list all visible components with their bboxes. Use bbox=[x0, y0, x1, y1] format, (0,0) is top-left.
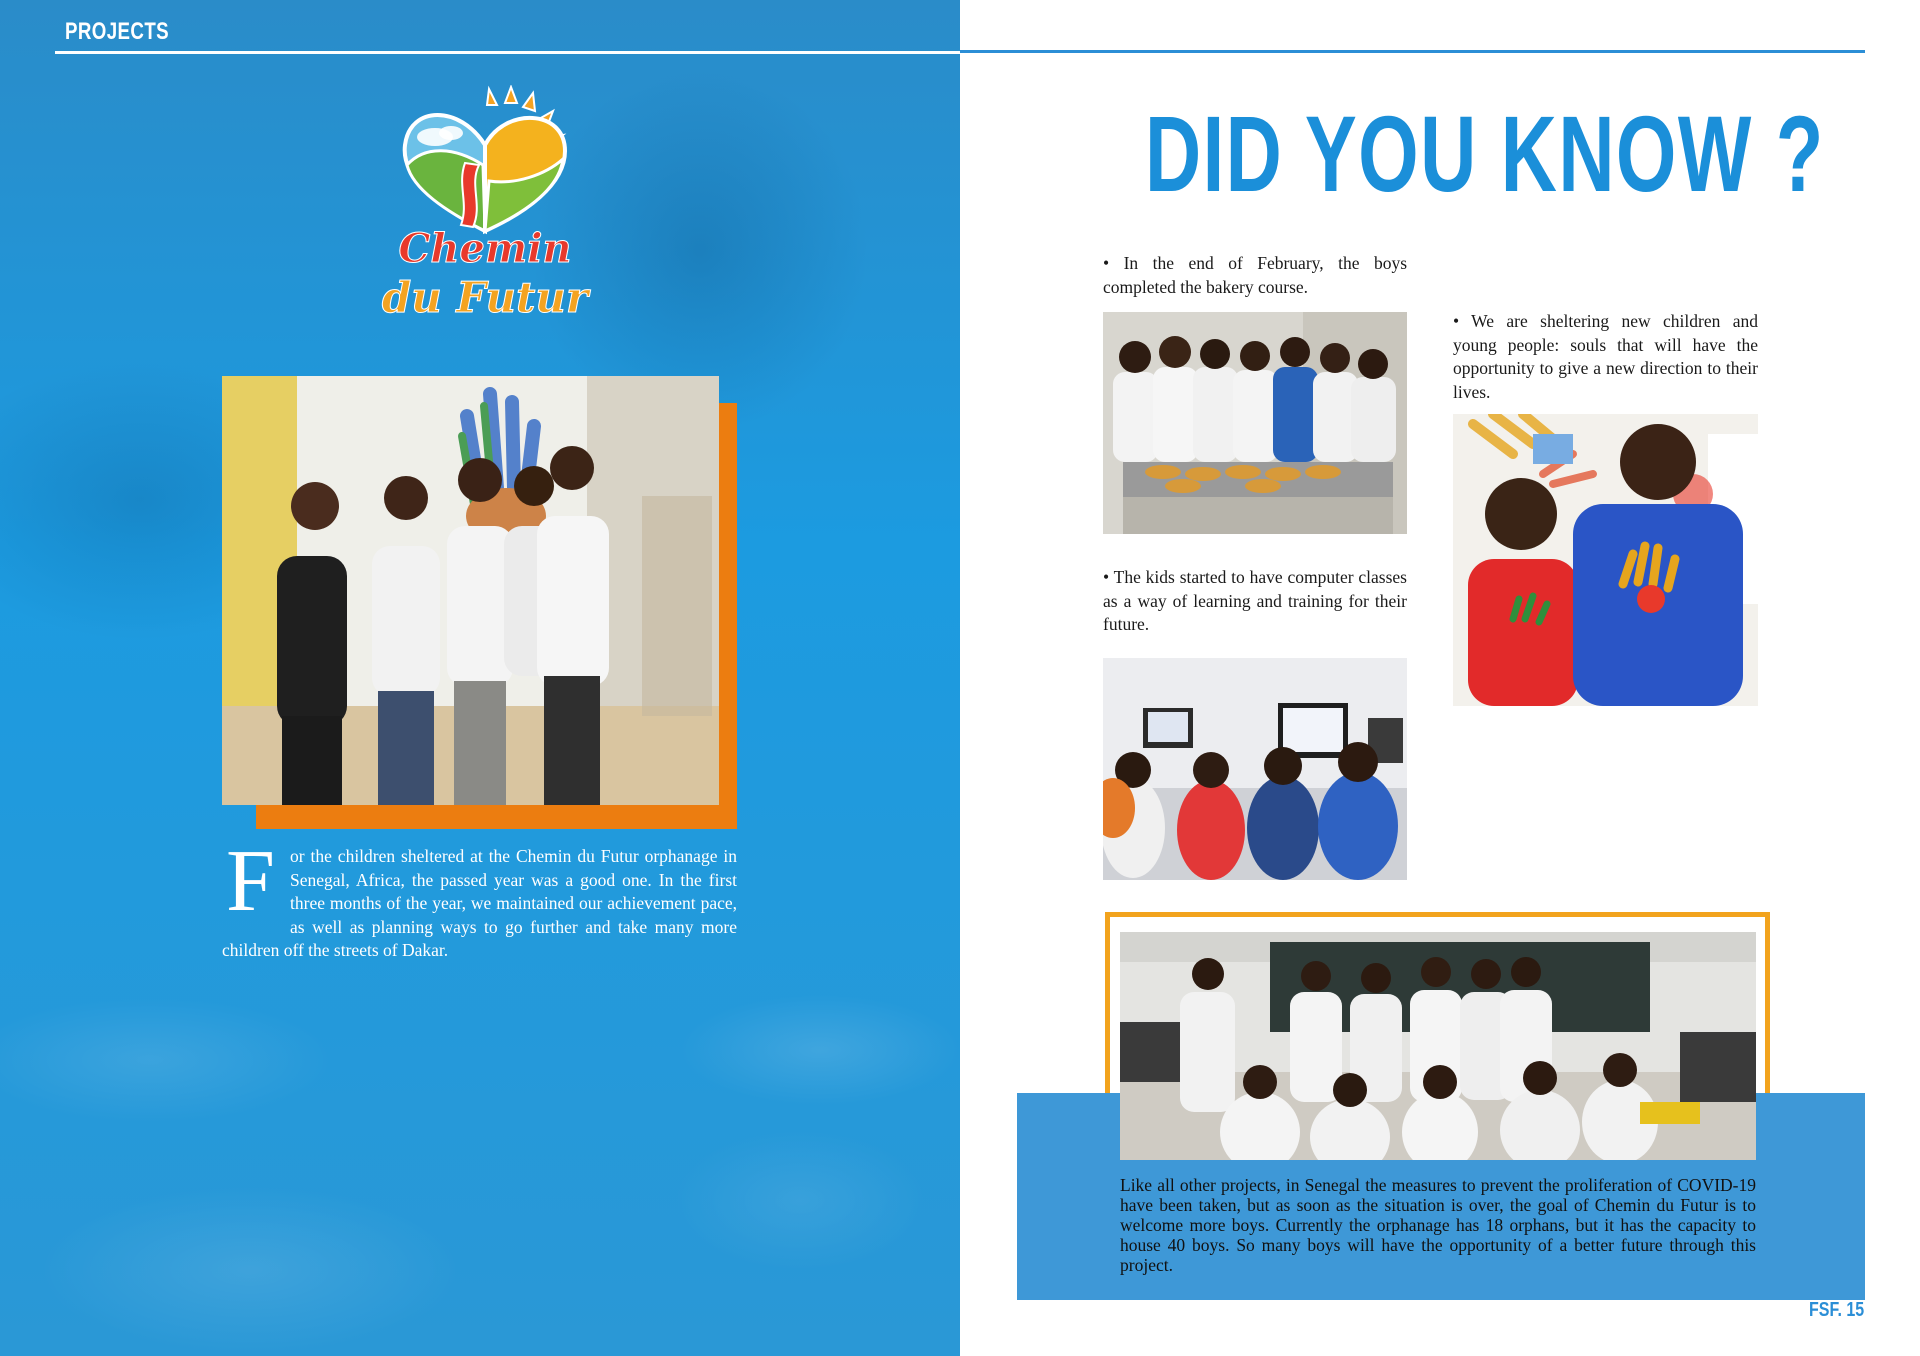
photo-new-children bbox=[1453, 414, 1758, 706]
photo-computer-class bbox=[1103, 658, 1407, 880]
covid-paragraph: Like all other projects, in Senegal the measures to prevent the proliferation of COVID-19 have been taken, but as soon as the situation is over, the goal of Chemin du Futur is to welcome more boys. Currently the orphanage has 18 orphans, but it has the capacity to house 40 boys. So many boys will have the opportunity of a better future through this project. bbox=[1120, 1175, 1756, 1275]
header-rule bbox=[960, 50, 1865, 53]
photo-reading-group bbox=[1120, 932, 1756, 1160]
intro-paragraph bbox=[222, 845, 737, 963]
page-title: DID YOU KNOW ? bbox=[1145, 93, 1825, 214]
drop-cap: F bbox=[226, 833, 275, 930]
logo-text-du-futur: du Futur bbox=[381, 273, 589, 322]
photo-boys-waving bbox=[222, 376, 719, 805]
right-page bbox=[960, 0, 1920, 1356]
bullet-computer: • The kids started to have computer classes as a way of learning and training for their future. bbox=[1103, 567, 1407, 634]
section-label: PROJECTS bbox=[65, 18, 170, 45]
photo-bakery-course bbox=[1103, 312, 1407, 534]
section-header bbox=[55, 14, 960, 54]
chemin-du-futur-logo bbox=[365, 85, 605, 335]
heart-logo-icon bbox=[365, 85, 605, 235]
logo-text-chemin: Chemin bbox=[398, 225, 572, 272]
bullet-sheltering: • We are sheltering new children and young people: souls that will have the opportunity to give a new direction to their lives. bbox=[1453, 311, 1758, 402]
page-number: FSF. 15 bbox=[1809, 1299, 1865, 1321]
intro-text: or the children sheltered at the Chemin du Futur orphanage in Senegal, Africa, the passed year was a good one. In the first three months of the year, we maintained our achievement pace, as well as planning ways to go further and take many more children off the streets of Dakar. bbox=[222, 846, 737, 960]
bullet-bakery: • In the end of February, the boys completed the bakery course. bbox=[1103, 253, 1407, 297]
